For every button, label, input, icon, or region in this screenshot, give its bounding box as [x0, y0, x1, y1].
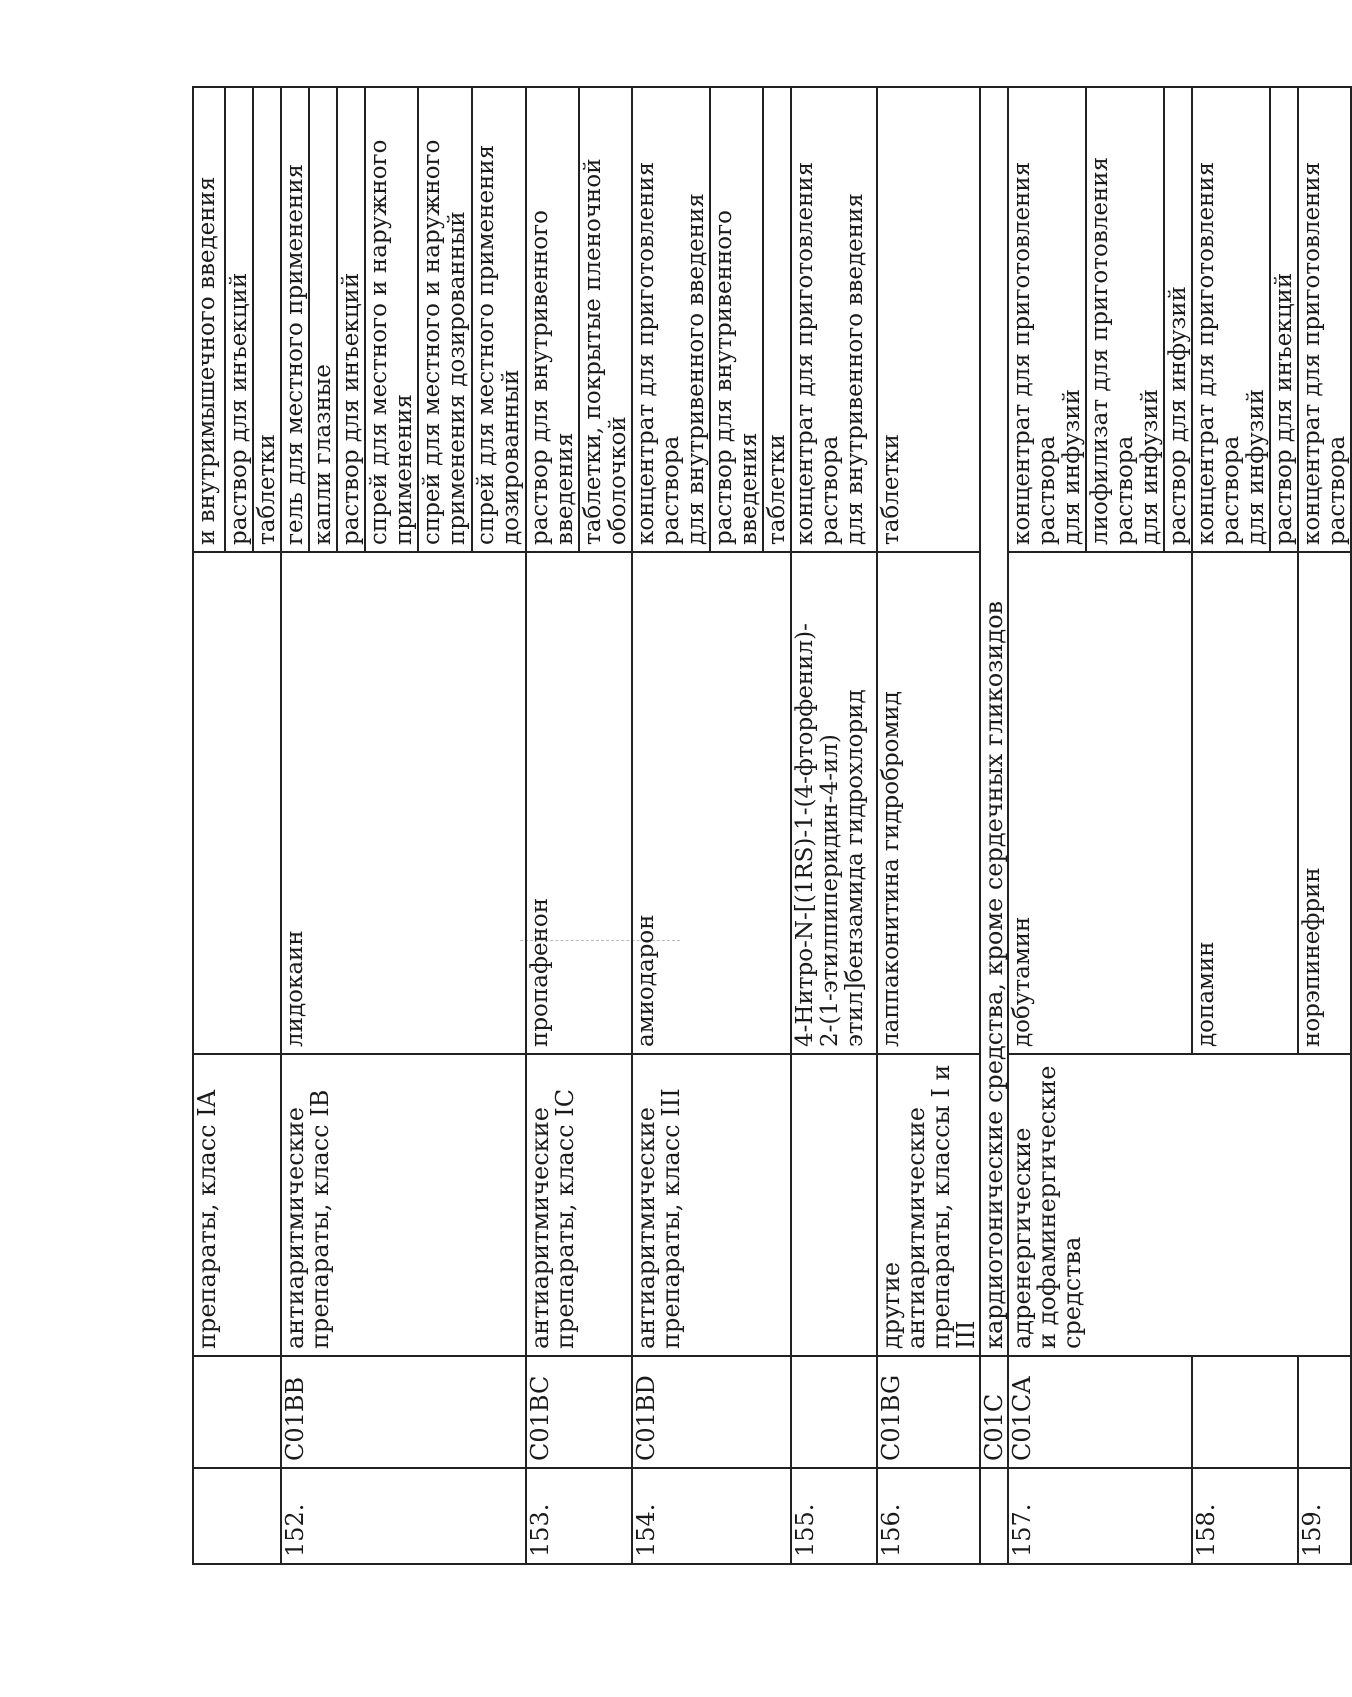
drug-name: пропафенон [526, 552, 632, 1054]
dosage-form: таблетки [877, 87, 980, 552]
dosage-form: раствор для инъекций [225, 87, 253, 552]
dosage-form: спрей для местного применения дозированный [472, 87, 526, 552]
atc-code: C01C [980, 1356, 1008, 1468]
atc-code [1192, 1356, 1298, 1468]
row-number: 154. [632, 1468, 791, 1564]
row-number [193, 1468, 281, 1564]
atc-code [193, 1356, 281, 1468]
drug-name: норэпинефрин [1298, 552, 1351, 1054]
dosage-form: спрей для местного и наружного применения [365, 87, 418, 552]
table-row [632, 87, 710, 1564]
atc-code: C01BB [281, 1356, 526, 1468]
dosage-form: таблетки, покрытые пленочной оболочкой [579, 87, 632, 552]
table-row [1008, 87, 1086, 1564]
dosage-form: раствор для инъекций [337, 87, 365, 552]
drug-group: препараты, класс IA [193, 1054, 281, 1356]
atc-code [1298, 1356, 1351, 1468]
row-number: 159. [1298, 1468, 1351, 1564]
drug-name: добутамин [1008, 552, 1192, 1054]
atc-code: C01BC [526, 1356, 632, 1468]
table-row [193, 87, 225, 1564]
table-row [526, 87, 579, 1564]
drug-name: лидокаин [281, 552, 526, 1054]
dosage-form: таблетки [253, 87, 281, 552]
dosage-form: концентрат для приготовления раствора для инфузий [1008, 87, 1086, 552]
row-number: 153. [526, 1468, 632, 1564]
dosage-form: концентрат для приготовления раствора для внутривенного введения [791, 87, 877, 552]
dosage-form: лиофилизат для приготовления раствора для инфузий [1086, 87, 1164, 552]
dosage-form: раствор для инъекций [1270, 87, 1298, 552]
dosage-form: концентрат для приготовления раствора для внутривенного введения [632, 87, 710, 552]
row-number: 155. [791, 1468, 877, 1564]
dosage-form: таблетки [763, 87, 791, 552]
row-number: 156. [877, 1468, 980, 1564]
drug-name: 4-Нитро-N-[(1RS)-1-(4-фторфенил)- 2-(1-этилпиперидин-4-ил) этил]бензамида гидрохлорид [791, 552, 877, 1054]
atc-code: C01BG [877, 1356, 980, 1468]
drug-group: кардиотонические средства, кроме сердечных гликозидов [980, 87, 1008, 1356]
dosage-form: гель для местного применения [281, 87, 309, 552]
table-row [791, 87, 877, 1564]
row-number: 157. [1008, 1468, 1192, 1564]
table-row [980, 87, 1008, 1564]
table-row [877, 87, 980, 1564]
drug-group [791, 1054, 877, 1356]
drug-name: лаппаконитина гидробромид [877, 552, 980, 1054]
dosage-form: раствор для внутривенного введения [710, 87, 763, 552]
atc-code: C01CA [1008, 1356, 1192, 1468]
drug-group: другие антиаритмические препараты, классы I и III [877, 1054, 980, 1356]
drug-name: допамин [1192, 552, 1298, 1054]
drug-name [193, 552, 281, 1054]
dosage-form: концентрат для приготовления раствора [1298, 87, 1351, 552]
drug-group: антиаритмические препараты, класс IC [526, 1054, 632, 1356]
dosage-form: капли глазные [309, 87, 337, 552]
row-number: 158. [1192, 1468, 1298, 1564]
drug-group: антиаритмические препараты, класс III [632, 1054, 791, 1356]
drug-group: антиаритмические препараты, класс IB [281, 1054, 526, 1356]
dosage-form: и внутримышечного введения [193, 87, 225, 552]
dosage-form: раствор для инфузий [1164, 87, 1192, 552]
table-row [281, 87, 309, 1564]
drug-table [192, 86, 1352, 1565]
row-number: 152. [281, 1468, 526, 1564]
dosage-form: спрей для местного и наружного применения дозированный [418, 87, 472, 552]
atc-code [791, 1356, 877, 1468]
drug-group: адренергические и дофаминергические средства [1008, 1054, 1351, 1356]
rotated-table-wrapper [192, 88, 1350, 1565]
drug-name: амиодарон [632, 552, 791, 1054]
dosage-form: концентрат для приготовления раствора для инфузий [1192, 87, 1270, 552]
dosage-form: раствор для внутривенного введения [526, 87, 579, 552]
atc-code: C01BD [632, 1356, 791, 1468]
row-number [980, 1468, 1008, 1564]
